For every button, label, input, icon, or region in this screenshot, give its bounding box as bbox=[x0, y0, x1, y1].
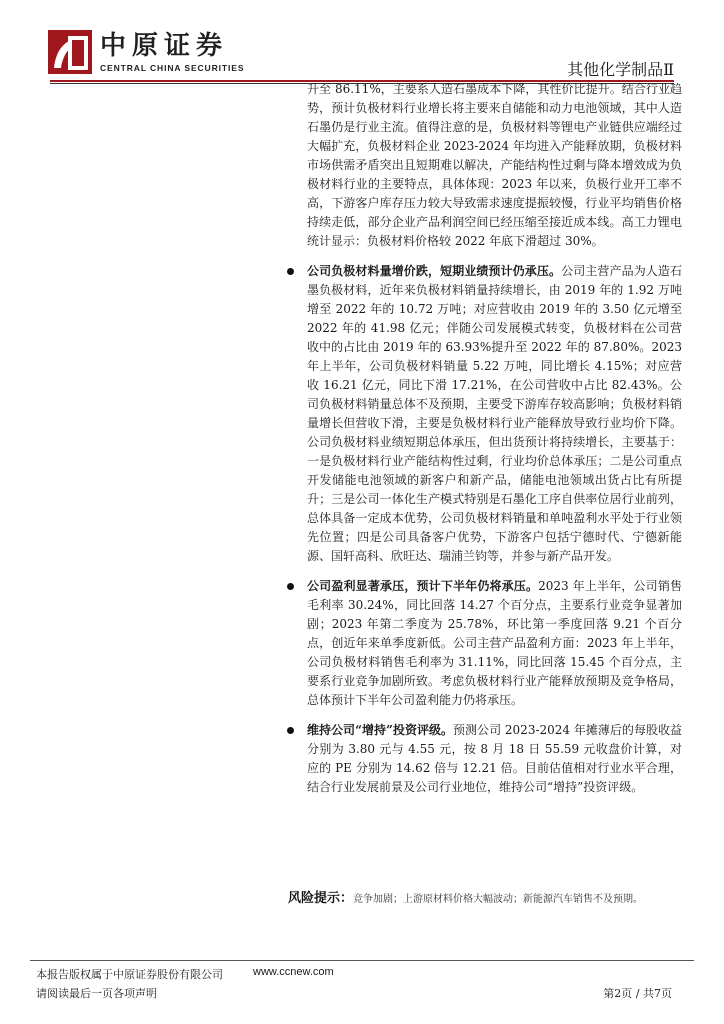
bullet-item-sales bbox=[307, 262, 682, 566]
footer-website-link[interactable]: www.ccnew.com bbox=[253, 966, 334, 978]
bullet-paragraph bbox=[307, 262, 682, 566]
bullet-text: 2023 年上半年，公司销售毛利率 30.24%，同比回落 14.27 个百分点，主要系行业竞争显著加剧；2023 年第二季度为 25.78%，环比第一季度回落 9.21 个百分点，创近年来单季度新低。公司主营产品盈利方面：2023 年上半年，公司负极材料销售毛利率为 31.11%，同比回落 15.45 个百分点，主要系行业竞争加剧所致。考虑负极材料行业产能释放预期及竞争格局，总体预计下半年公司盈利能力仍将承压。 bbox=[307, 579, 682, 707]
brand-name-cn: 中原证券 bbox=[100, 31, 229, 61]
bullet-dot-icon bbox=[287, 268, 294, 275]
bullet-dot-icon bbox=[287, 727, 294, 734]
bullet-text: 预测公司 2023-2024 年摊薄后的每股收益分别为 3.80 元与 4.55 元，按 8 月 18 日 55.59 元收盘价计算，对应的 PE 分别为 14.62 倍与 12.21 倍。目前估值相对行业水平合理，结合行业发展前景及公司行业地位，维持公司“增持”投资评级。 bbox=[307, 723, 682, 794]
footer-disclaimer: 请阅读最后一页各项声明 bbox=[36, 987, 157, 1000]
report-body bbox=[307, 80, 682, 797]
bullet-dot-icon bbox=[287, 583, 294, 590]
risk-label: 风险提示： bbox=[288, 891, 354, 906]
footer-rule bbox=[30, 960, 694, 961]
bullet-text: 公司主营产品为人造石墨负极材料，近年来负极材料销量持续增长，由 2019 年的 1.92 万吨增至 2022 年的 10.72 万吨；对应营收由 2019 年的 3.50 亿元增至 2022 年的 41.98 亿元；伴随公司发展模式转变，负极材料在公司营收中的占比由 2019 年的 63.93%提升至 2022 年的 87.80%。2023 年上半年，公司负极材料销量 5.22 万吨，同比增长 4.15%；对应营收 16.21 亿元，同比下滑 17.21%，在公司营收中占比 82.43%。公司负极材料销量总体不及预期，主要受下游库存较高影响；负极材料销量增长但营收下滑，主要是负极材料行业产能释放导致行业均价下降。公司负极材料业绩短期总体承压，但出货预计将持续增长，主要基于：一是负极材料行业产能结构性过剩，行业均价总体承压；二是公司重点开发储能电池领域的新客户和新产品，储能电池领域出货占比有所提升；三是公司一体化生产模式特别是石墨化工序自供率位居行业前列，总体具备一定成本优势，公司负极材料销量和单吨盈利水平处于行业领先位置；四是公司具备客户优势，下游客户包括宁德时代、宁德新能源、国轩高科、欣旺达、瑞浦兰钧等，并参与新产品开发。 bbox=[307, 264, 682, 563]
risk-text: 竞争加剧；上游原材料价格大幅波动；新能源汽车销售不及预期。 bbox=[353, 894, 644, 905]
central-china-securities-logo-icon bbox=[48, 30, 92, 74]
bullet-item-profit bbox=[307, 577, 682, 710]
bullet-title: 公司负极材料量增价跌，短期业绩预计仍承压。 bbox=[307, 264, 562, 278]
bullet-paragraph bbox=[307, 721, 682, 797]
section-title: 其他化学制品Ⅱ bbox=[567, 60, 674, 79]
bullet-paragraph bbox=[307, 577, 682, 710]
bullet-title: 公司盈利显著承压，预计下半年仍将承压。 bbox=[307, 579, 539, 593]
report-header bbox=[0, 0, 724, 84]
risk-warning bbox=[288, 889, 663, 910]
intro-paragraph: 升至 86.11%，主要系人造石墨成本下降，其性价比提升。结合行业趋势，预计负极材料行业增长将主要来自储能和动力电池领域，其中人造石墨仍是行业主流。值得注意的是，负极材料等锂电产业链供应端经过大幅扩充，负极材料企业 2023-2024 年均进入产能释放期，负极材料市场供需矛盾突出且短期难以解决，产能结构性过剩与降本增效成为负极材料行业的主要特点，具体体现：2023 年以来，负极行业开工率不高，下游客户库存压力较大导致需求速度提振较慢，行业平均销售价格持续走低，部分企业产品利润空间已经压缩至接近成本线。高工力锂电统计显示：负极材料价格较 2022 年底下滑超过 30%。 bbox=[307, 82, 682, 248]
footer-copyright: 本报告版权属于中原证券股份有限公司 bbox=[36, 968, 223, 981]
bullet-item-rating bbox=[307, 721, 682, 797]
bullet-title: 维持公司“增持”投资评级。 bbox=[307, 723, 454, 737]
brand-name-en: CENTRAL CHINA SECURITIES bbox=[100, 63, 245, 73]
page-number: 第2页 / 共7页 bbox=[603, 987, 672, 1000]
